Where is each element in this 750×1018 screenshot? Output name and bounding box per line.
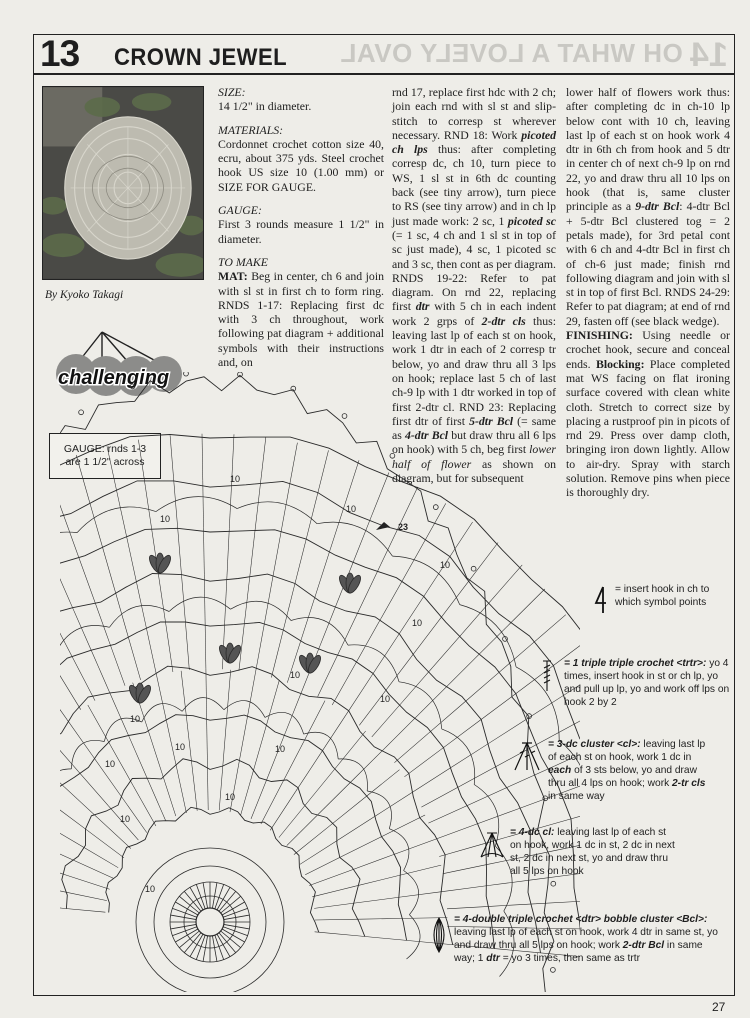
diagram-stitch xyxy=(281,489,289,535)
diagram-row-label: 10 xyxy=(130,714,141,724)
diagram-row-label: 10 xyxy=(175,742,186,752)
diagram-stitch xyxy=(60,756,64,787)
diagram-stitch xyxy=(372,703,402,737)
diagram-stitch xyxy=(67,720,94,758)
diagram-stitch xyxy=(133,786,156,826)
diagram-stitch xyxy=(296,753,321,792)
legend-3dc-desc: in same way xyxy=(548,791,605,802)
diagram-stitch xyxy=(305,855,345,875)
diagram-stitch xyxy=(355,876,398,887)
legend-bcl-emphasis: dtr xyxy=(486,953,500,964)
diagram-stitch xyxy=(202,434,203,481)
diagram-stitch xyxy=(206,669,207,716)
legend-bobble-cluster xyxy=(428,913,720,965)
diagram-loop xyxy=(142,704,182,722)
legend-4dc-cluster xyxy=(478,826,678,878)
diagram-stitch xyxy=(137,584,147,630)
diagram-stitch xyxy=(205,622,206,669)
diagram-start-label: 23 xyxy=(398,522,409,532)
diagram-loop xyxy=(399,682,442,729)
diagram-stitch xyxy=(64,892,107,901)
diagram-row xyxy=(60,528,580,956)
legend-3dc-cluster xyxy=(512,738,712,803)
diagram-stitch xyxy=(159,579,166,625)
diagram-stitch xyxy=(346,676,371,715)
four-dc-cluster-symbol-icon xyxy=(478,830,506,860)
diagram-stitch xyxy=(316,549,330,594)
diagram-stitch xyxy=(332,665,355,705)
diagram-stitch xyxy=(319,782,351,814)
diagram-stitch xyxy=(300,840,338,864)
diagram-loop xyxy=(169,597,230,611)
diagram-row xyxy=(60,574,540,953)
diagram-row-label: 10 xyxy=(230,474,241,484)
legend-4dc-desc: leaving last lp of each st on hook, work 1 dc in st, 2 dc in next st, 2 dc in next st, yo and draw thru all 5 lps on hook xyxy=(510,827,675,877)
legend-bcl-term: = 4-double triple crochet <dtr> bobble cluster <Bcl>: xyxy=(454,914,708,925)
legend-insert-text: = insert hook in ch to which symbol points xyxy=(615,584,710,608)
gauge-heading: GAUGE: xyxy=(218,203,262,218)
diagram-stitch xyxy=(402,891,446,897)
diagram-loop xyxy=(156,497,237,512)
diagram-stitch xyxy=(147,727,161,772)
diagram-picot xyxy=(551,968,556,973)
blocking-text: Place completed mat WS facing on flat ironing surface covered with clean white cloth. Stretch to correct size by placing a rustproof pin in picots of rnd 29. Press over damp cloth, bringing iron down lightly. Allow to air-dry. Spray with starch solution. Remove pins when piece is thoroughly dry. xyxy=(566,356,730,500)
diagram-stitch xyxy=(317,450,328,496)
diagram-stitch xyxy=(181,671,186,718)
diagram-stitch xyxy=(255,627,263,673)
diagram-stitch xyxy=(178,529,182,576)
bleed-through-number: 14 xyxy=(690,36,728,74)
legend-insert-hook xyxy=(596,583,736,609)
diagram-stitch xyxy=(446,885,490,891)
diagram-stitch xyxy=(387,652,415,689)
diagram-stitch xyxy=(400,544,423,584)
diagram-stitch xyxy=(330,505,344,549)
diagram-stitch xyxy=(251,776,268,819)
diagram-stitch xyxy=(93,598,109,642)
diagram-stitch xyxy=(309,870,351,885)
col2-term: 2-dtr cls xyxy=(481,313,526,328)
col2-term: picoted sc xyxy=(507,213,556,228)
diagram-stitch xyxy=(204,528,205,575)
diagram-stitch xyxy=(162,772,176,817)
diagram-picot xyxy=(390,453,395,458)
diagram-stitch xyxy=(272,535,280,581)
col2-italic: lower half of flower xyxy=(392,442,556,471)
gauge-note-line-2: are 1 1/2" across xyxy=(65,456,145,468)
diagram-stitch xyxy=(204,575,205,622)
diagram-stitch xyxy=(287,814,319,846)
diagram-stitch xyxy=(109,642,125,686)
col2-text: (= same as xyxy=(392,413,556,443)
legend-3dc-text xyxy=(512,738,712,803)
diagram-stitch xyxy=(421,786,460,807)
diagram-loop xyxy=(109,605,169,627)
legend-trtr xyxy=(542,657,734,709)
insert-hook-symbol-icon xyxy=(594,585,608,615)
diagram-stitch xyxy=(225,575,227,622)
legend-3dc-term: = 3-dc cluster <cl>: xyxy=(548,739,641,750)
diagram-row-label: 10 xyxy=(412,618,423,628)
diagram-stitch xyxy=(60,618,74,659)
diagram-stitch xyxy=(378,584,401,624)
diagram-stitch xyxy=(128,635,141,680)
diagram-picot xyxy=(79,410,84,415)
col2-text: thus: after completing corresp dc, ch 10, turn piece to WS, 1 sl st in 6th dc counting back (see tiny arrow), turn piece to RS (see tiny arrow) and in ch lp just made work: 2 sc, 1 xyxy=(392,142,556,228)
diagram-stitch xyxy=(271,632,282,677)
mat-text: Beg in center, ch 6 and join with sl st in first ch to form ring. RNDS 1-17: Replacing first dc with 3 ch throughout, work following pat diagram + additional symbols with their instructions and, on xyxy=(218,269,384,370)
diagram-row-label: 10 xyxy=(440,560,451,570)
diagram-stitch xyxy=(203,481,204,528)
diagram-stitch xyxy=(447,522,472,561)
diagram-stitch xyxy=(250,531,255,578)
diagram-stitch xyxy=(182,576,186,623)
diagram-stitch xyxy=(283,587,294,633)
diagram-ring xyxy=(196,908,224,936)
legend-bcl-desc: in same way; 1 xyxy=(454,940,703,964)
diagram-stitch xyxy=(345,835,385,855)
diagram-stitch xyxy=(470,543,498,580)
legend-trtr-text xyxy=(542,657,734,709)
diagram-stitch xyxy=(254,725,267,770)
diagram-stitch xyxy=(157,675,167,721)
col2-text: with 5 ch in each indent work 2 grps of xyxy=(392,299,556,328)
diagram-stitch xyxy=(219,764,223,811)
mat-label: MAT: xyxy=(218,269,248,284)
diagram-stitch xyxy=(78,771,108,805)
diagram-stitch xyxy=(376,792,414,816)
diagram-stitch xyxy=(227,528,229,575)
diagram-stitch xyxy=(469,786,510,804)
diagram-loop xyxy=(237,502,317,524)
diagram-stitch xyxy=(351,855,393,870)
diagram-stitch xyxy=(170,436,174,483)
diagram-stitch xyxy=(107,446,117,492)
diagram-stitch xyxy=(432,634,462,668)
diagram-stitch xyxy=(247,674,255,720)
diagram-stitch xyxy=(74,660,95,701)
diagram-stitch xyxy=(223,717,227,764)
diagram-stitch xyxy=(60,842,73,860)
diagram-outer-edge xyxy=(60,375,554,992)
diagram-stitch xyxy=(358,897,402,903)
diagram-stitch xyxy=(463,674,497,704)
legend-trtr-desc: yo 4 times, insert hook in st or ch lp, yo and pull up lp, yo and work off lps on hook 2 by 2 xyxy=(564,658,730,708)
diagram-stitch xyxy=(60,822,80,845)
diagram-row-label: 10 xyxy=(380,694,391,704)
diagram-stitch xyxy=(73,860,114,878)
gauge-text: First 3 rounds measure 1 1/2" in diameter. xyxy=(218,217,384,246)
diagram-row-label: 10 xyxy=(225,792,236,802)
legend-4dc-term: = 4-dc cl: xyxy=(510,827,555,838)
diagram-stitch xyxy=(60,565,72,608)
diagram-stitch xyxy=(451,743,489,767)
diagram-start-arrow-icon xyxy=(376,522,390,530)
diagram-stitch xyxy=(64,787,97,818)
diagram-loop xyxy=(71,740,104,768)
diagram-stitch xyxy=(60,466,62,510)
diagram-stitch xyxy=(289,443,298,489)
blocking-label: Blocking: xyxy=(595,356,645,371)
legend-4dc-text xyxy=(478,826,678,878)
diagram-loop xyxy=(291,617,348,645)
materials-text: Cordonnet crochet cotton size 40, ecru, about 375 yds. Steel crochet hook US size 10 (1.00 mm) or SIZE FOR GAUGE. xyxy=(218,136,384,194)
diagram-stitch xyxy=(372,473,389,516)
diagram-stitch xyxy=(147,778,166,821)
diagram-loop xyxy=(60,625,109,656)
diagram-stitch xyxy=(174,482,178,529)
diagram-stitch xyxy=(354,516,371,559)
diagram-stitch xyxy=(267,680,280,725)
legend-bcl-desc: = yo 3 times, then same as trtr xyxy=(499,953,641,964)
diagram-picot xyxy=(342,414,347,419)
diagram-stitch xyxy=(492,565,522,599)
diagram-picot xyxy=(471,566,476,571)
diagram-row-label: 10 xyxy=(275,744,286,754)
diagram-stitch xyxy=(462,599,492,633)
diagram-stitch xyxy=(60,682,67,720)
diagram-stitch xyxy=(255,484,260,531)
diagram-stitch xyxy=(338,816,376,840)
diagram-stitch xyxy=(404,750,440,777)
finishing-label: FINISHING: xyxy=(566,328,633,343)
diagram-stitch xyxy=(315,932,359,936)
legend-3dc-desc: leaving last lp of each st on hook, work 1 dc in xyxy=(548,739,706,763)
diagram-stitch xyxy=(402,668,432,702)
instructions-column-1 xyxy=(218,85,384,369)
to-make-heading: TO MAKE xyxy=(218,254,268,269)
diagram-row-label: 10 xyxy=(290,670,301,680)
diagram-stitch xyxy=(416,685,448,717)
diagram-stitch xyxy=(166,626,173,673)
diagram-stitch xyxy=(186,623,190,670)
diagram-stitch xyxy=(513,589,545,621)
diagram-stitch xyxy=(447,906,491,909)
diagram-stitch xyxy=(320,602,337,645)
diagram-stitch xyxy=(261,783,282,824)
diagram-loop xyxy=(231,601,292,620)
diagram-stitch xyxy=(89,500,102,545)
diagram-stitch xyxy=(359,936,403,940)
diagram-stitch xyxy=(302,594,316,639)
difficulty-label: challenging xyxy=(58,367,170,389)
pattern-number: 13 xyxy=(40,33,80,74)
diagram-stitch xyxy=(62,908,106,912)
diagram-stitch xyxy=(393,840,435,855)
legend-3dc-desc: of 3 sts below, yo and draw thru all 4 lps on hook; work xyxy=(548,765,697,789)
legend-3dc-emphasis: 2-tr cls xyxy=(672,778,706,789)
col2-term: 5-dtr Bcl xyxy=(469,413,514,428)
bleed-through-title: OH WHAT A LOVELY OVAL xyxy=(340,38,683,68)
diagram-picot xyxy=(184,372,189,376)
diagram-stitch xyxy=(441,723,477,750)
diagram-stitch xyxy=(429,704,463,734)
diagram-stitch xyxy=(294,541,306,586)
diagram-loop xyxy=(304,732,339,759)
diagram-ring xyxy=(136,848,284,992)
diagram-stitch xyxy=(329,798,364,826)
diagram-stitch xyxy=(241,770,254,815)
diagram-stitch xyxy=(115,590,128,635)
col2-term: dtr xyxy=(415,299,430,314)
diagram-stitch xyxy=(60,904,62,908)
col2-text: as shown on diagram, but for subsequent xyxy=(392,456,556,486)
three-dc-cluster-symbol-icon xyxy=(512,740,542,772)
finishing-text: Using needle or crochet hook, secure and conceal ends. xyxy=(566,328,730,371)
diagram-loop xyxy=(77,507,156,533)
diagram-row-label: 10 xyxy=(145,884,156,894)
diagram-stitch xyxy=(318,655,338,697)
diagram-stitch xyxy=(128,735,147,778)
diagram-stitch xyxy=(434,824,476,839)
doily-photo xyxy=(42,86,204,280)
diagram-loop xyxy=(60,532,77,571)
col2-term: picoted ch lps xyxy=(392,127,556,157)
col3-text: : 4-dtr Bcl + 5-dtr Bcl clustered tog = 2 petals made), for 3rd petal cont with 6 ch and 4-dtr Bcl in first ch of ch-6 just made; finish rnd following diagram and join with sl st in top of first Bcl. RNDS 24-29: Refer to pat diagram; at end of rnd 29, fasten off (see black wedge). xyxy=(566,199,730,328)
diagram-stitch xyxy=(314,903,358,909)
diagram-stitch xyxy=(91,650,110,693)
diagram-stitch xyxy=(355,624,378,664)
diagram-stitch xyxy=(80,845,119,868)
legend-bcl-text xyxy=(428,913,720,965)
diagram-stitch xyxy=(282,742,303,783)
diagram-stitch xyxy=(227,670,231,717)
diagram-row-label: 10 xyxy=(105,759,116,769)
diagram-row xyxy=(106,807,319,932)
legend-trtr-term: = 1 triple triple crochet <trtr>: xyxy=(564,658,707,669)
instructions-column-3 xyxy=(566,85,730,500)
diagram-stitch xyxy=(138,440,145,487)
diagram-stitch xyxy=(76,455,89,500)
diagram-stitch xyxy=(413,767,451,791)
diagram-stitch xyxy=(535,901,579,903)
diagram-stitch xyxy=(461,764,500,785)
col2-text: (= 1 sc, 4 ch and 1 sl st in top of sc just made), 4 sc, 1 picoted sc and 3 sc, then cont as per diagram. RNDS 19-22: Refer to pat diagram. On rnd 22, replacing first xyxy=(392,227,556,314)
size-text: 14 1/2" in diameter. xyxy=(218,99,312,114)
diagram-stitch xyxy=(238,720,247,766)
diagram-stitch xyxy=(384,717,416,749)
diagram-stitch xyxy=(72,607,91,650)
diagram-stitch xyxy=(491,904,535,907)
diagram-stitch xyxy=(260,437,265,484)
col2-term: 4-dtr Bcl xyxy=(404,428,449,443)
diagram-stitch xyxy=(187,718,192,765)
diagram-stitch xyxy=(371,638,396,677)
diagram-row-label: 10 xyxy=(160,514,171,524)
diagram-loop xyxy=(367,791,391,829)
diagram-stitch xyxy=(359,918,403,919)
diagram-stitch xyxy=(67,876,109,890)
diagram-stitch xyxy=(315,919,359,920)
diagram-stitch xyxy=(489,880,533,886)
diagram-stitch xyxy=(337,731,366,767)
diagram-stitch xyxy=(439,844,482,856)
diagram-stitch xyxy=(351,749,383,781)
diagram-loop xyxy=(60,769,71,803)
diagram-row-label: 10 xyxy=(346,504,357,514)
diagram-stitch xyxy=(308,767,337,803)
diagram-stitch xyxy=(244,577,249,624)
diagram-loop xyxy=(407,915,421,959)
designer-credit: By Kyoko Takagi xyxy=(45,289,124,301)
diagram-stitch xyxy=(88,705,111,745)
col3-term: 9-dtr Bcl xyxy=(635,199,680,214)
diagram-stitch xyxy=(117,492,127,538)
diagram-stitch xyxy=(110,693,129,736)
legend-bcl-emphasis: 2-dtr Bcl xyxy=(622,940,665,951)
diagram-loop xyxy=(404,871,419,915)
bobble-cluster-symbol-icon xyxy=(428,915,450,955)
diagram-stitch xyxy=(230,766,238,812)
diagram-stitch xyxy=(127,538,137,584)
diagram-stitch xyxy=(579,899,580,902)
diagram-loop xyxy=(265,712,304,734)
diagram-stitch xyxy=(476,809,518,824)
diagram-picot xyxy=(551,881,556,886)
diagram-stitch xyxy=(477,696,513,723)
doily-photo-illustration xyxy=(43,87,203,279)
diagram-stitch xyxy=(364,770,399,798)
legend-bcl-desc: leaving last lp of each st on hook, work 4 dtr in same st, yo and draw thru all 5 lps on hook; work xyxy=(454,927,718,951)
size-heading: SIZE: xyxy=(218,85,246,99)
diagram-stitch xyxy=(345,460,359,505)
col2-text: rnd 17, replace first hdc with 2 ch; join each rnd with sl st and slip-stitch to corresp st wherever necessary. RND 18: Work xyxy=(392,85,556,142)
pattern-title: CROWN JEWEL xyxy=(114,44,288,71)
diagram-loop xyxy=(182,698,224,712)
diagram-stitch xyxy=(270,792,295,831)
diagram-stitch xyxy=(177,767,187,813)
header-rule xyxy=(33,73,735,75)
diagram-stitch xyxy=(304,701,325,742)
diagram-stitch xyxy=(394,733,428,763)
diagram-stitch xyxy=(60,670,81,709)
diagram-picot xyxy=(433,505,438,510)
diagram-stitch xyxy=(102,545,115,590)
diagram-stitch xyxy=(60,737,78,771)
diagram-stitch xyxy=(192,764,197,811)
diagram-stitch xyxy=(448,653,480,685)
diagram-stitch xyxy=(398,865,441,876)
diagram-row xyxy=(62,759,365,937)
diagram-stitch xyxy=(532,615,566,645)
gauge-note-line-1: GAUGE: rnds 1-3 xyxy=(63,443,147,455)
diagram-stitch xyxy=(279,802,308,838)
col3-text: lower half of flowers work thus: after completing dc in ch-10 lp below cont with 10 ch, leaving last lp of each st on hook work 4 dtr in 6th ch from hook and 5 dtr in center ch of next ch-9 lp on rnd 22, yo and draw thru all 10 lps on hook (that is, same cluster principle as a xyxy=(566,85,730,214)
diagram-stitch xyxy=(294,826,329,854)
trtr-symbol-icon xyxy=(542,659,554,693)
col2-text: but draw thru all 6 lps on hook) with 5 ch, beg first xyxy=(392,428,556,457)
col2-text: thus: leaving last lp of each st on hook, work 1 dtr in each of 2 corresp tr below, yo and draw thru all 3 lps on hook; replace last 5 ch of last ch-9 lp with 1 dtr worked in top of first 2-dtr cl. RND 23: Replacing first dtr of first xyxy=(392,313,556,428)
diagram-stitch xyxy=(78,554,94,598)
diagram-stitch xyxy=(60,804,88,831)
diagram-stitch xyxy=(312,886,355,897)
diagram-stitch xyxy=(147,630,157,676)
diagram-picot xyxy=(130,384,135,389)
diagram-stitch xyxy=(428,805,469,823)
page-number: 27 xyxy=(712,1000,726,1014)
diagram-loop xyxy=(338,759,367,791)
crochet-pattern-diagram xyxy=(60,372,580,992)
materials-heading: MATERIALS: xyxy=(218,122,284,137)
diagram-stitch xyxy=(207,763,208,810)
diagram-stitch xyxy=(207,716,208,763)
diagram-row-label: 10 xyxy=(120,814,131,824)
legend-3dc-emphasis: each xyxy=(548,765,572,776)
diagram-stitch xyxy=(88,831,124,858)
diagram-picot xyxy=(238,372,243,377)
